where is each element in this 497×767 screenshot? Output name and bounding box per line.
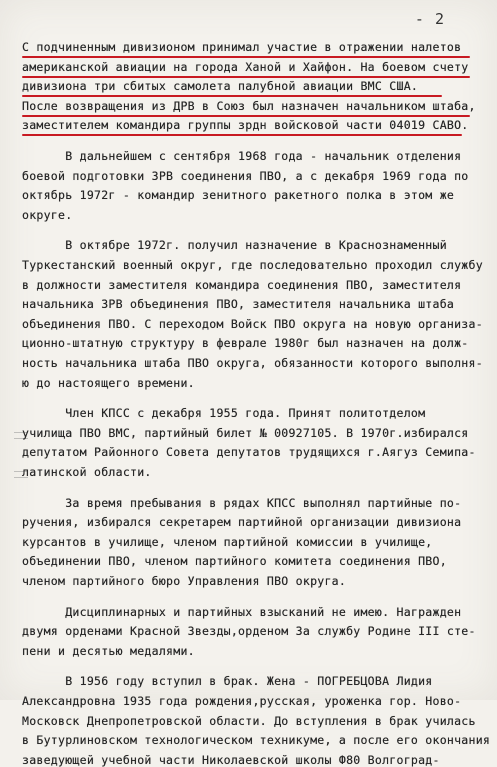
text-line: ручения, избирался секретарем партийной организации дивизиона — [22, 515, 462, 530]
text-line: двумя орденами Красной Звезды,орденом За службу Родине III сте- — [22, 624, 476, 639]
text-line: начальника ЗРВ объединения ПВО, заместителя начальника штаба — [22, 297, 455, 312]
text-line: боевой подготовки ЗРВ соединения ПВО, а с декабря 1969 года по — [22, 168, 469, 183]
page-number: - 2 — [414, 10, 445, 28]
text-line: Член КПСС с декабря 1955 года. Принят политотделом — [22, 406, 426, 421]
text-line: в должности заместителя командира соединения ПВО, заместителя — [22, 277, 462, 292]
red-underline — [22, 56, 470, 58]
text-line: депутатом Районного Совета депутатов трудящихся г.Аягуз Семипа- — [22, 445, 476, 460]
red-underline — [22, 76, 470, 78]
text-line: Московск Днепропетровской области. До вступления в брак училась — [22, 713, 476, 728]
text-line: в Бутурлиновском технологическом техникуме, а после его окончания — [22, 733, 491, 748]
text-line: училища ПВО ВМС, партийный билет № 00927105. В 1970г.избирался — [22, 425, 469, 440]
text-line: объединения ПВО. С переходом Войск ПВО округа на новую организа- — [22, 316, 483, 331]
text-line: Александровна 1935 года рождения,русская, уроженка гор. Ново- — [22, 693, 462, 708]
text-line: В октябре 1972г. получил назначение в Краснознаменный — [22, 238, 447, 253]
text-line: ю до настоящего времени. — [22, 375, 195, 390]
text-line: Туркестанский военный округ, где последовательно проходил службу — [22, 257, 483, 272]
text-line: Дисциплинарных и партийных взысканий не имею. Награжден — [22, 604, 462, 619]
text-line: ционно-штатную структуру в феврале 1980г был назначен на долж- — [22, 336, 469, 351]
text-line: ность начальника штаба ПВО округа, обязанности которого выполня- — [22, 355, 483, 370]
text-line: заместителем командира группы зрдн войсковой части 04019 САВО. — [22, 118, 469, 133]
red-underline — [22, 95, 442, 97]
text-line: заведующей учебной части Николаевской школы Ф80 Волгоград- — [22, 752, 440, 767]
red-underline — [22, 115, 470, 117]
text-line: За время пребывания в рядах КПСС выполнял партийные по- — [22, 495, 462, 510]
text-line: С подчиненным дивизионом принимал участие в отражении налетов — [22, 40, 462, 54]
text-line: В дальнейшем с сентября 1968 года - начальник отделения — [22, 149, 462, 163]
text-line: членом партийного бюро Управления ПВО округа. — [22, 573, 347, 588]
text-line: дивизиона три сбитых самолета палубной авиации ВМС США. — [22, 79, 419, 94]
red-underline — [22, 134, 462, 136]
text-line: курсантов в училище, членом партийной комиссии в училище, — [22, 534, 433, 549]
text-line: В 1956 году вступил в брак. Жена - ПОГРЕБЦОВА Лидия — [22, 674, 433, 689]
text-line: объединении ПВО, членом партийного комитета соединения ПВО, — [22, 554, 447, 569]
text-line: латинской области. — [22, 464, 152, 479]
text-line: После возвращения из ДРВ в Союз был назначен начальником штаба, — [22, 98, 476, 113]
text-line: американской авиации на города Ханой и Хайфон. На боевом счету — [22, 59, 469, 74]
text-line: октябрь 1972г - командир зенитного ракетного полка в этом же — [22, 188, 455, 203]
text-line: округе. — [22, 207, 73, 222]
text-line: пени и десятью медалями. — [22, 643, 195, 658]
